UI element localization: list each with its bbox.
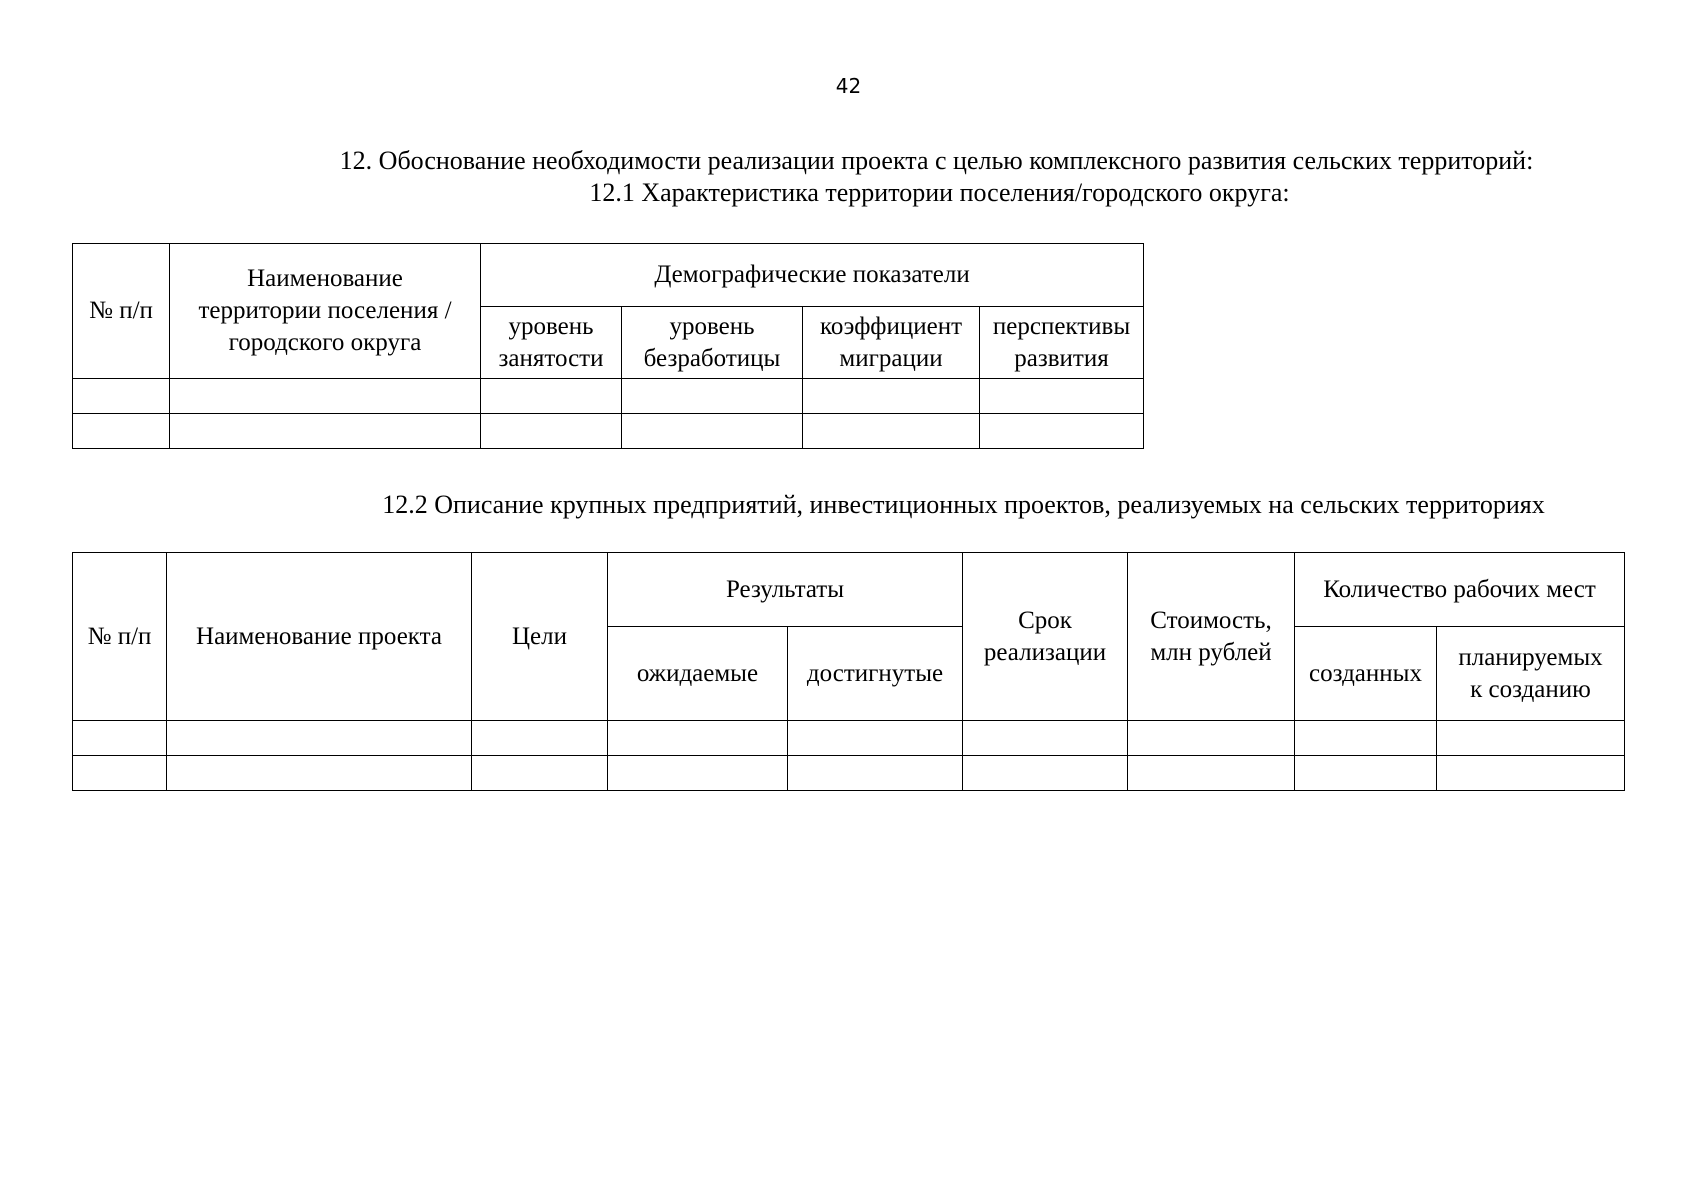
table-cell[interactable]	[963, 756, 1128, 791]
territory-characteristics-table	[72, 243, 1144, 449]
header-implementation-term-line2: реализации	[983, 638, 1107, 666]
header-jobs-planned-line2: к созданию	[1470, 675, 1591, 703]
header-employment-level-line1: уровень	[508, 312, 594, 340]
header-jobs-count: Количество рабочих мест	[1295, 553, 1625, 627]
section-12-2-heading: 12.2 Описание крупных предприятий, инвестиционных проектов, реализуемых на сельских территориях	[382, 490, 1545, 519]
header-unemployment-level-line1: уровень	[669, 312, 755, 340]
header-row-number: № п/п	[73, 244, 170, 379]
table-cell[interactable]	[980, 414, 1144, 449]
header-results: Результаты	[608, 553, 963, 627]
header-implementation-term	[963, 553, 1128, 721]
table-cell[interactable]	[1295, 756, 1437, 791]
table-cell[interactable]	[622, 414, 803, 449]
table-cell[interactable]	[803, 414, 980, 449]
table-cell[interactable]	[481, 414, 622, 449]
header-jobs-planned	[1437, 627, 1625, 721]
table-cell[interactable]	[980, 379, 1144, 414]
table-cell[interactable]	[73, 721, 167, 756]
table-row	[73, 414, 1144, 449]
table-cell[interactable]	[472, 756, 608, 791]
header-migration-coefficient-line1: коэффициент	[819, 312, 963, 340]
table-cell[interactable]	[608, 756, 788, 791]
page-number: 42	[835, 74, 862, 98]
header-employment-level	[481, 307, 622, 379]
table-cell[interactable]	[1128, 756, 1295, 791]
table-cell[interactable]	[803, 379, 980, 414]
header-project-name: Наименование проекта	[167, 553, 472, 721]
table-cell[interactable]	[73, 379, 170, 414]
projects-description-table	[72, 552, 1625, 791]
header-territory-name-line3: городского округа	[228, 329, 422, 356]
header-row-number: № п/п	[73, 553, 167, 721]
table-cell[interactable]	[481, 379, 622, 414]
header-development-prospects	[980, 307, 1144, 379]
table-cell[interactable]	[73, 414, 170, 449]
header-demographic-indicators: Демографические показатели	[481, 244, 1144, 307]
header-jobs-planned-line1: планируемых	[1458, 643, 1603, 671]
table-row	[73, 756, 1625, 791]
header-results-expected: ожидаемые	[608, 627, 788, 721]
header-implementation-term-line1: Срок	[1018, 606, 1072, 634]
header-territory-name-line2: территории поселения /	[198, 297, 452, 324]
table-cell[interactable]	[472, 721, 608, 756]
table-cell[interactable]	[1295, 721, 1437, 756]
header-cost-line1: Стоимость,	[1150, 606, 1272, 634]
header-jobs-created: созданных	[1295, 627, 1437, 721]
table-row	[73, 721, 1625, 756]
header-results-achieved: достигнутые	[788, 627, 963, 721]
table-cell[interactable]	[788, 756, 963, 791]
header-migration-coefficient-line2: миграции	[839, 344, 943, 372]
table-cell[interactable]	[170, 379, 481, 414]
header-migration-coefficient	[803, 307, 980, 379]
table-cell[interactable]	[788, 721, 963, 756]
header-development-prospects-line1: перспективы	[992, 312, 1131, 340]
header-cost-line2: млн рублей	[1150, 638, 1272, 666]
table-row	[73, 379, 1144, 414]
header-territory-name	[170, 244, 481, 379]
header-goals: Цели	[472, 553, 608, 721]
header-unemployment-level-line2: безработицы	[643, 344, 781, 372]
table-cell[interactable]	[622, 379, 803, 414]
table-cell[interactable]	[1128, 721, 1295, 756]
table-cell[interactable]	[167, 756, 472, 791]
table-cell[interactable]	[963, 721, 1128, 756]
header-unemployment-level	[622, 307, 803, 379]
table-cell[interactable]	[1437, 756, 1625, 791]
table-cell[interactable]	[608, 721, 788, 756]
header-territory-name-line1: Наименование	[247, 265, 403, 292]
section-12-1-heading: 12.1 Характеристика территории поселения/городского округа:	[589, 178, 1290, 207]
table-cell[interactable]	[170, 414, 481, 449]
section-12-heading: 12. Обоснование необходимости реализации проекта с целью комплексного развития сельских территорий:	[339, 146, 1534, 175]
table-cell[interactable]	[1437, 721, 1625, 756]
header-employment-level-line2: занятости	[498, 344, 604, 372]
header-cost	[1128, 553, 1295, 721]
table-cell[interactable]	[73, 756, 167, 791]
header-development-prospects-line2: развития	[1014, 344, 1109, 372]
table-cell[interactable]	[167, 721, 472, 756]
